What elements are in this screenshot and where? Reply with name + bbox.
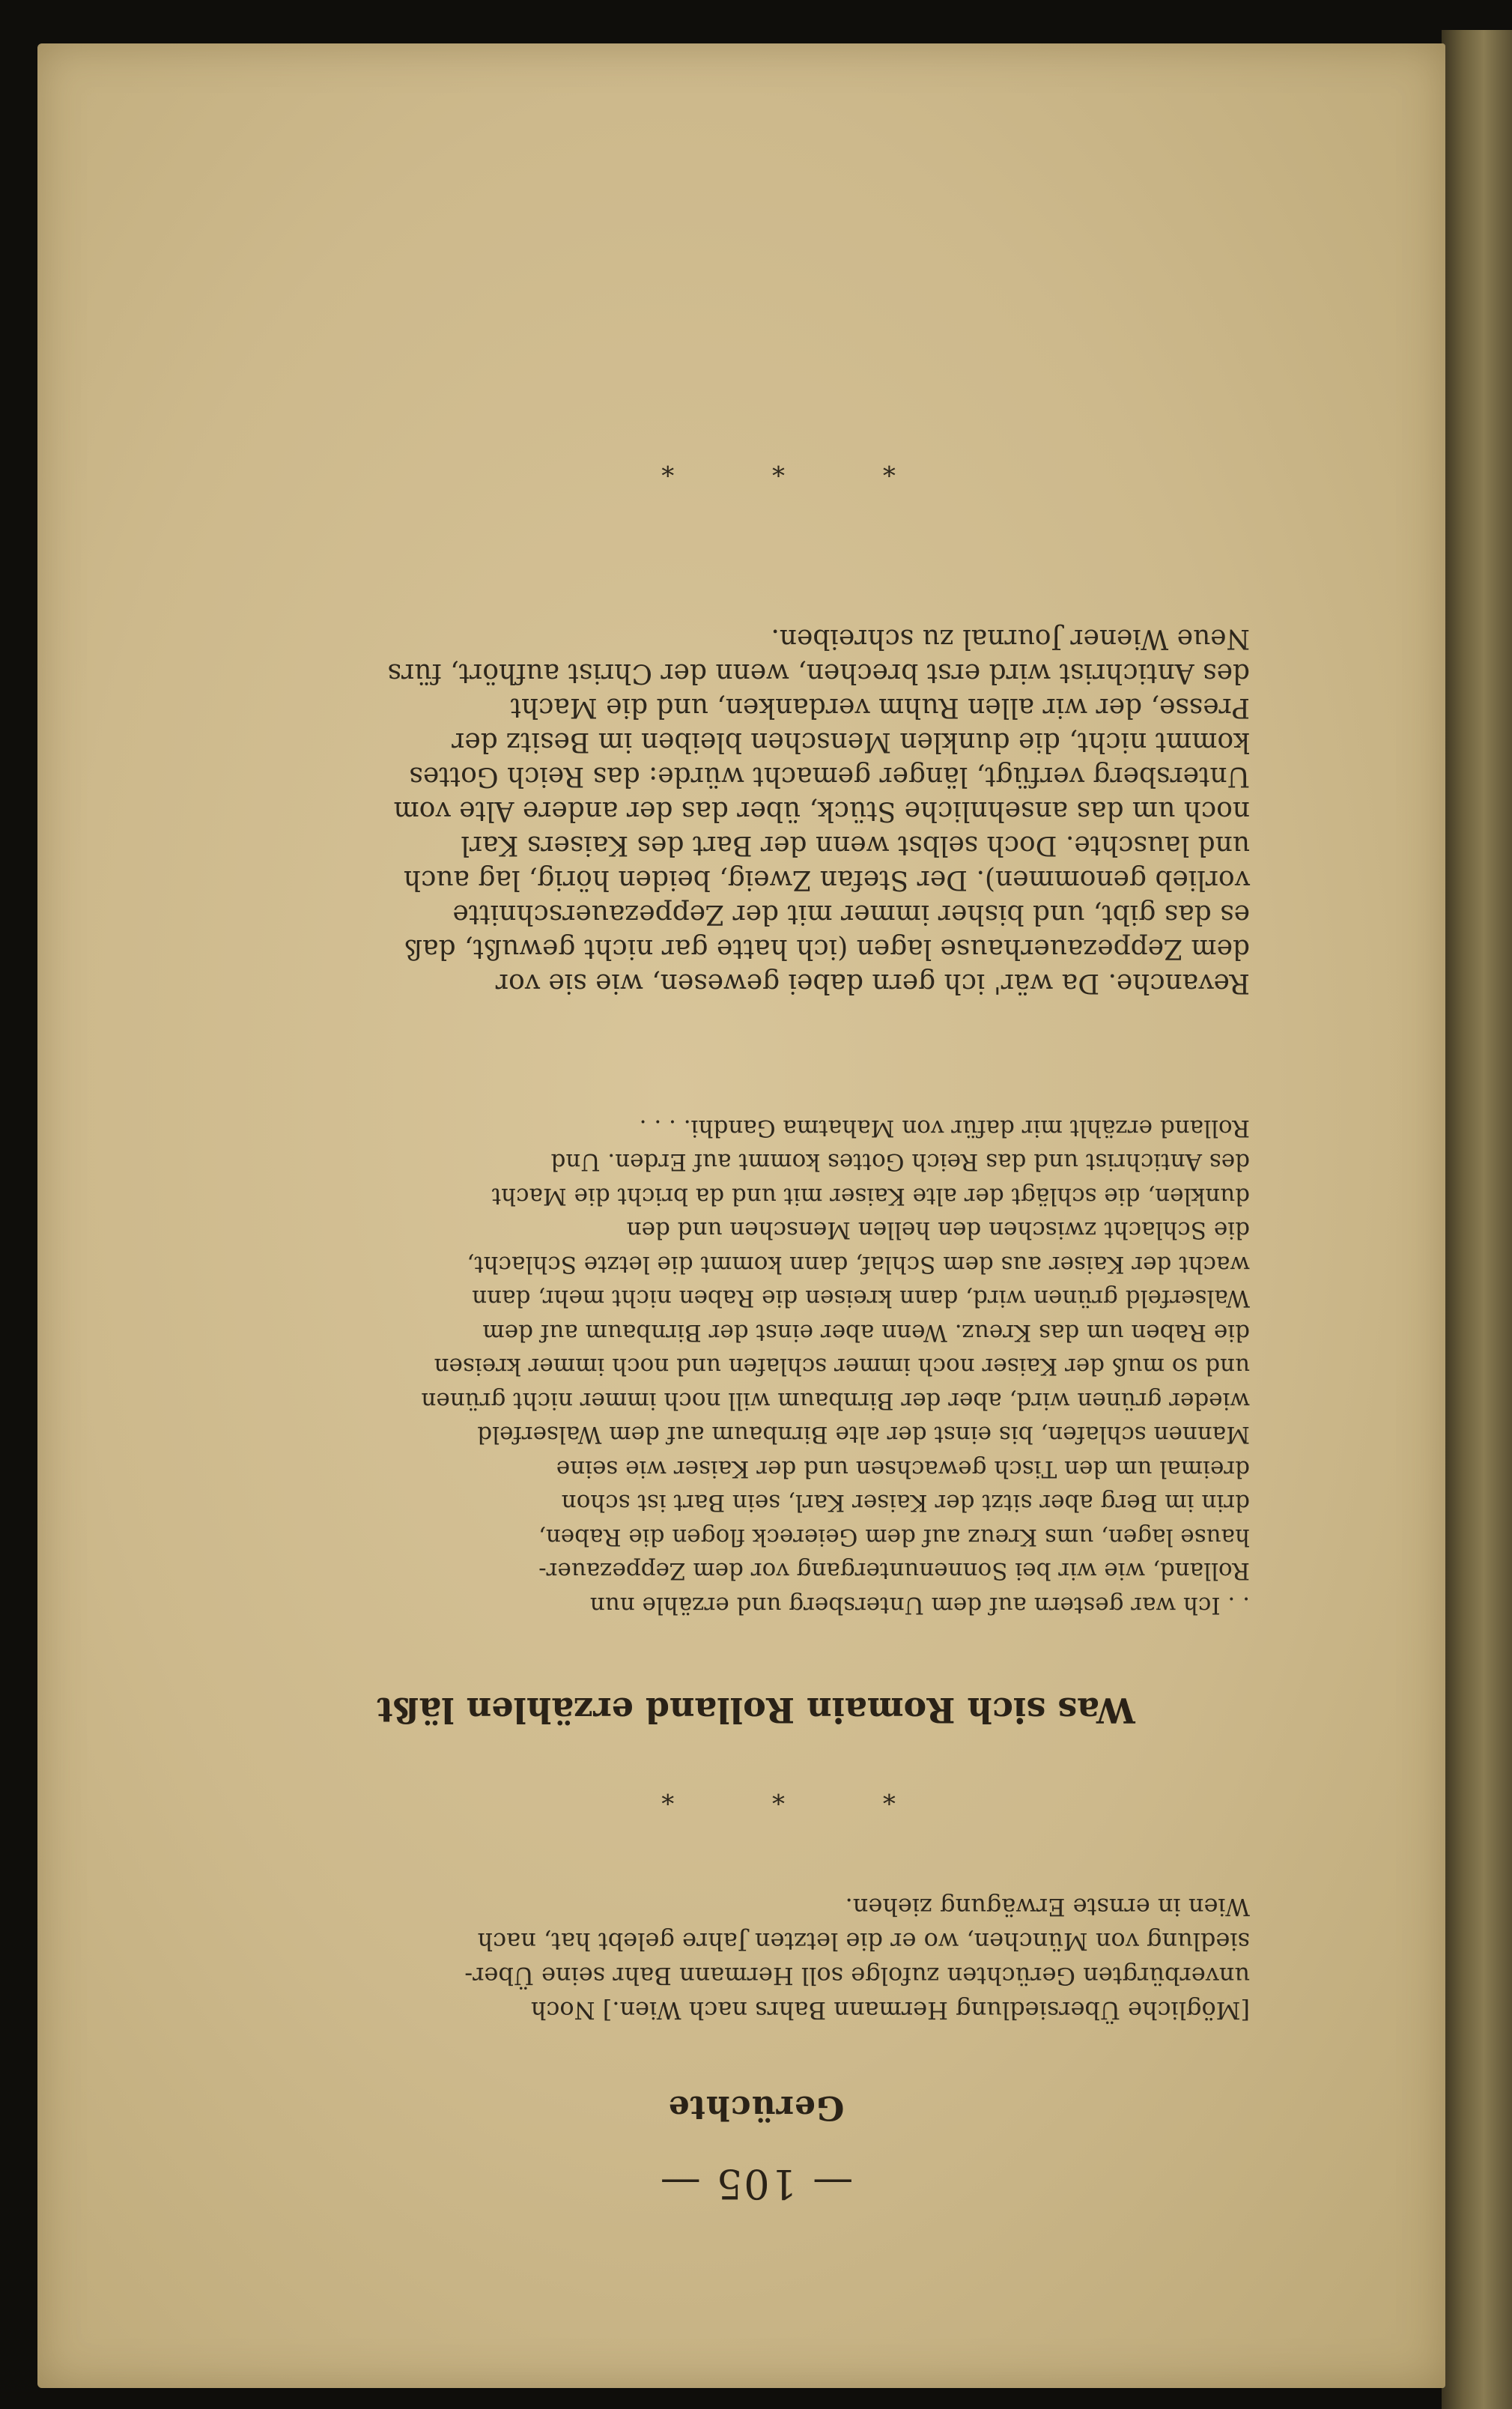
section-title-rolland: Was sich Romain Rolland erzählen läßt — [377, 1690, 1135, 1730]
text-line: Rolland, wie wir bei Sonnenuntergang vor dem Zeppezauer- — [538, 1557, 1250, 1585]
text-line: siedlung von München, wo er die letzten Jahre gelebt hat, nach — [477, 1927, 1250, 1956]
section-separator: * * * — [616, 1780, 896, 1810]
text-line: Untersberg verfügt, länger gemacht würde: das Reich Gottes — [409, 761, 1250, 792]
text-line: Presse, der wir allen Ruhm verdanken, und die Macht — [510, 692, 1250, 723]
text-line: wacht der Kaiser aus dem Schlaf, dann kommt die letzte Schlacht, — [467, 1251, 1250, 1278]
text-line: vorlieb genommen). Der Stefan Zweig, beiden hörig, lag auch — [403, 864, 1250, 895]
text-line: und so muß der Kaiser noch immer schlafen und noch immer kreisen — [434, 1353, 1250, 1381]
paragraph-revanche — [239, 621, 1250, 1000]
text-line: Wien in ernste Erwägung ziehen. — [845, 1893, 1250, 1921]
section-title-geruechte: Gerüchte — [667, 2088, 845, 2127]
text-line: die Schlacht zwischen den hellen Menschen und den — [626, 1216, 1250, 1244]
text-line: dem Zeppezauerhause lagen (ich hatte gar nicht gewußt, daß — [404, 933, 1250, 964]
text-line: dreimal um den Tisch gewachsen und der Kaiser wie seine — [556, 1455, 1250, 1482]
text-line: des Antichrist und das Reich Gottes kommt auf Erden. Und — [550, 1148, 1250, 1176]
paragraph-rolland-quote — [239, 1111, 1250, 1622]
text-line: Revanche. Da wär' ich gern dabei gewesen, wie sie vor — [495, 968, 1250, 999]
paragraph-geruechte — [239, 1890, 1250, 2028]
text-line: es das gibt, und bisher immer mit der Zeppezauerschnitte — [452, 899, 1250, 930]
text-line: kommt nicht, die dunklen Menschen bleiben im Besitz der — [452, 727, 1250, 757]
text-line: dunklen, die schlägt der alte Kaiser mit und da bricht die Macht — [491, 1183, 1250, 1210]
text-line: noch um das ansehnliche Stück, über das der andere Alte vom — [393, 796, 1250, 826]
text-line: . . Ich war gestern auf dem Untersberg und erzähle nun — [589, 1592, 1250, 1619]
text-line: Neue Wiener Journal zu schreiben. — [771, 623, 1250, 654]
text-line: drin im Berg aber sitzt der Kaiser Karl, sein Bart ist schon — [561, 1489, 1250, 1517]
page-number: — 105 — — [658, 2160, 854, 2208]
text-line: die Raben um das Kreuz. Wenn aber einst der Birnbaum auf dem — [482, 1319, 1250, 1346]
text-line: und lauschte. Doch selbst wenn der Bart des Kaisers Karl — [461, 830, 1250, 861]
text-line: hause lagen, ums Kreuz auf dem Geiereck flogen die Raben, — [538, 1524, 1250, 1551]
text-line: wieder grünen wird, aber der Birnbaum will noch immer nicht grünen — [421, 1387, 1250, 1414]
text-line: Rolland erzählt mir dafür von Mahatma Gandhi. . . . — [639, 1115, 1250, 1142]
text-line: unverbürgten Gerüchten zufolge soll Hermann Bahr seine Über- — [464, 1962, 1250, 1990]
text-line: des Antichrist wird erst brechen, wenn der Christ aufhört, fürs — [387, 658, 1250, 688]
text-line: Walserfeld grünen wird, dann kreisen die Raben nicht mehr, dann — [472, 1285, 1250, 1312]
text-line: Mannen schlafen, bis einst der alte Birnbaum auf dem Walserfeld — [477, 1421, 1250, 1449]
text-line: [Mögliche Übersiedlung Hermann Bahrs nach Wien.] Noch — [530, 1996, 1250, 2025]
section-separator: * * * — [616, 452, 896, 482]
